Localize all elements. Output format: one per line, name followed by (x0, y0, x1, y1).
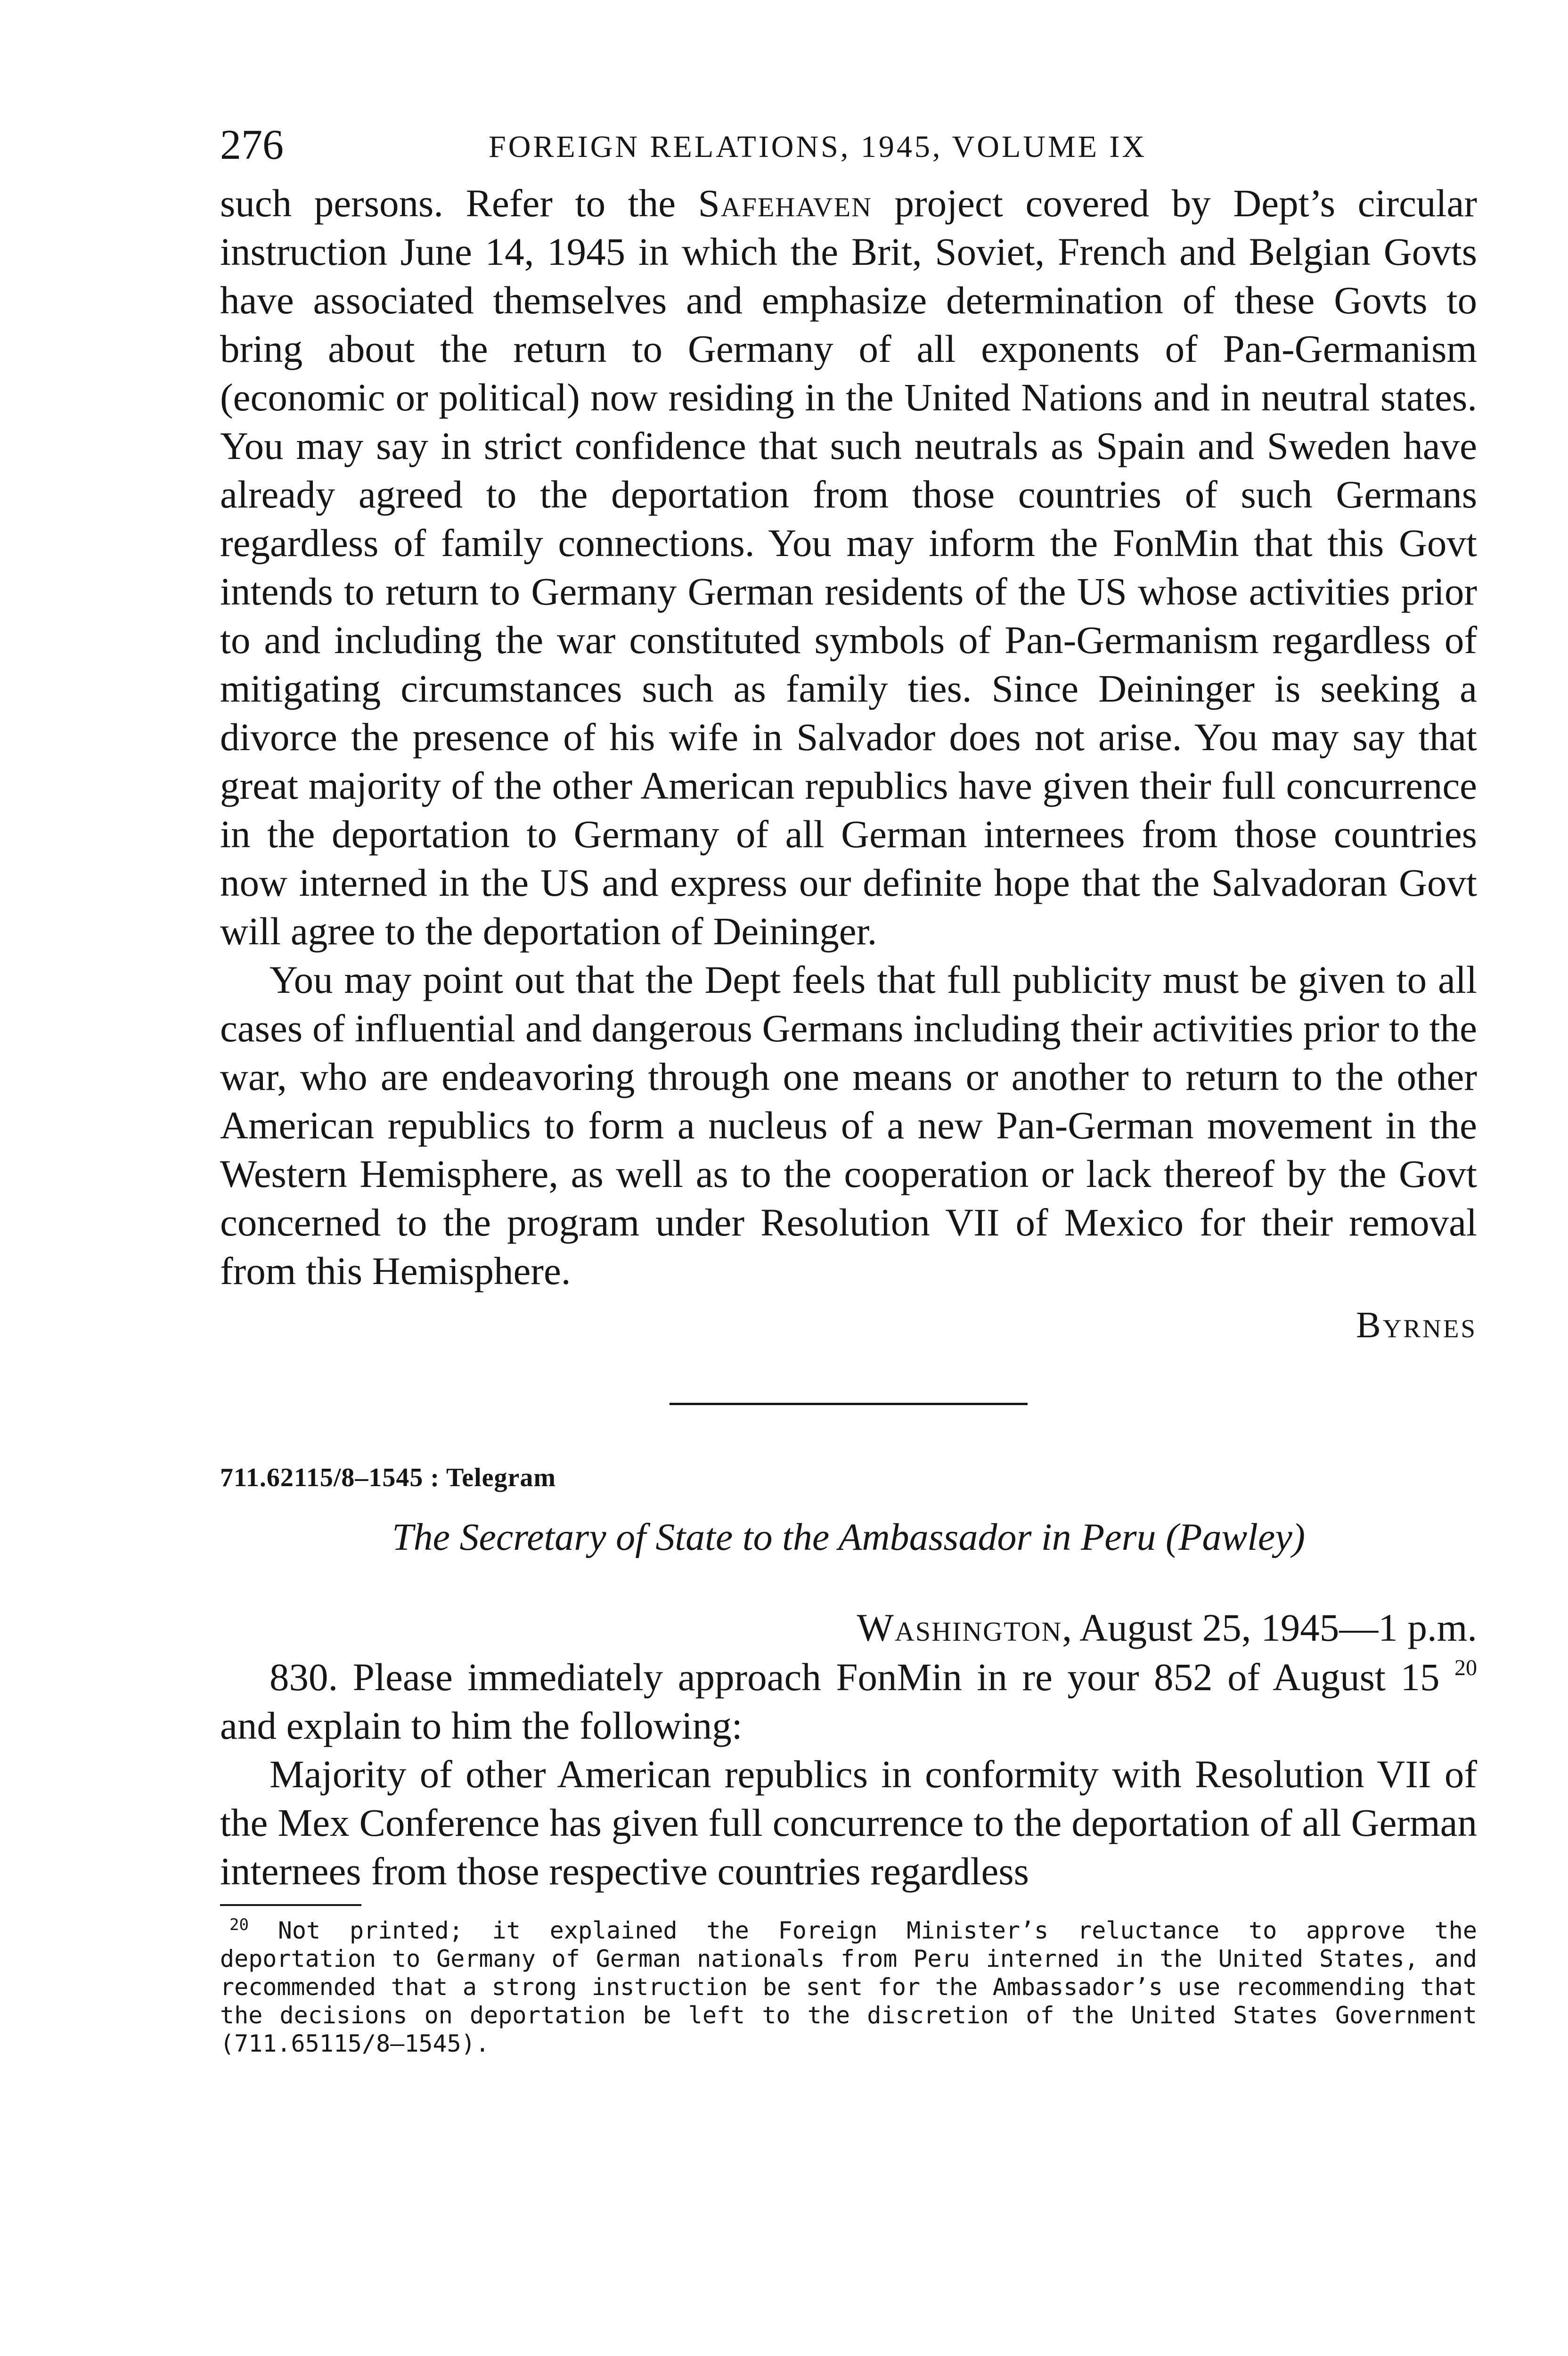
dateline-place: Washington (857, 1606, 1062, 1649)
publicity-paragraph: You may point out that the Dept feels that full publicity must be given to all cases of influential and dangerous Germans including their activities prior to the war, who are endeavoring through one means or another to return to the other American republics to form a nucleus of a new Pan-German movement in the Western Hemisphere, as well as to the cooperation or lack thereof by the Govt concerned to the program under Resolution VII of Mexico for their removal from this Hemisphere. (220, 958, 1477, 1293)
footnote-number: 20 (229, 1915, 249, 1934)
footnote-reference[interactable]: 20 (1454, 1655, 1478, 1680)
footnote-divider (220, 1904, 361, 1906)
signature: Byrnes (1356, 1305, 1477, 1346)
dateline-date: , August 25, 1945—1 p.m. (1062, 1606, 1477, 1649)
page-header (220, 118, 1477, 179)
document-title: The Secretary of State to the Ambassador in Peru (Pawley) (392, 1515, 1306, 1558)
telegram-para1-before: 830. Please immediately approach FonMin in re your 852 of August 15 (270, 1655, 1440, 1699)
running-head: FOREIGN RELATIONS, 1945, VOLUME IX (489, 130, 1147, 164)
page-number: 276 (220, 122, 284, 168)
dateline (220, 1604, 1477, 1651)
continuation-rest: project covered by Dept’s circular instruction June 14, 1945 in which the Brit, Soviet, French and Belgian Govts have associated themselves and emphasize determination of these Govts to bring about the return to Germany of all exponents of Pan-Germanism (economic or political) now residing in the United Nations and in neutral states. You may say in strict confidence that such neutrals as Spain and Sweden have already agreed to the deportation from those countries of such Germans regardless of family connections. You may inform the FonMin that this Govt intends to return to Germany German residents of the US whose activities prior to and including the war constituted symbols of Pan-Germanism regardless of mitigating circumstances such as family ties. Since Deininger is seeking a divorce the presence of his wife in Salvador does not arise. You may say that great majority of the other American republics have given their full concurrence in the deportation to Germany of all German internees from those countries now interned in the US and express our definite hope that the Salvadoran Govt will agree to the deportation of Deininger. (220, 181, 1478, 953)
document-page (220, 118, 1477, 2356)
continuation-intro: such persons. Refer to the (220, 181, 698, 225)
footnote-text: Not printed; it explained the Foreign Minister’s reluctance to approve the deportation to Germany of German nationals from Peru interned in the United States, and recommended that a strong instruction be sent for the Ambassador’s use recommending that the decisions on deportation be left to the discretion of the United States Government (711.65115/8–1545). (220, 1917, 1477, 2057)
continuation-paragraph (220, 179, 1477, 956)
telegram-para1-after: and explain to him the following: (220, 1704, 743, 1747)
telegram-paragraph-1 (220, 1653, 1477, 1750)
footnote (220, 1916, 1477, 2058)
project-name: Safehaven (698, 181, 872, 225)
file-reference: 711.62115/8–1545 : Telegram (220, 1463, 556, 1492)
section-divider (670, 1403, 1028, 1405)
telegram-paragraph-2: Majority of other American republics in conformity with Resolution VII of the Mex Conference has given full concurrence to the deportation of all German internees from those respective countries regardless (220, 1752, 1477, 1893)
